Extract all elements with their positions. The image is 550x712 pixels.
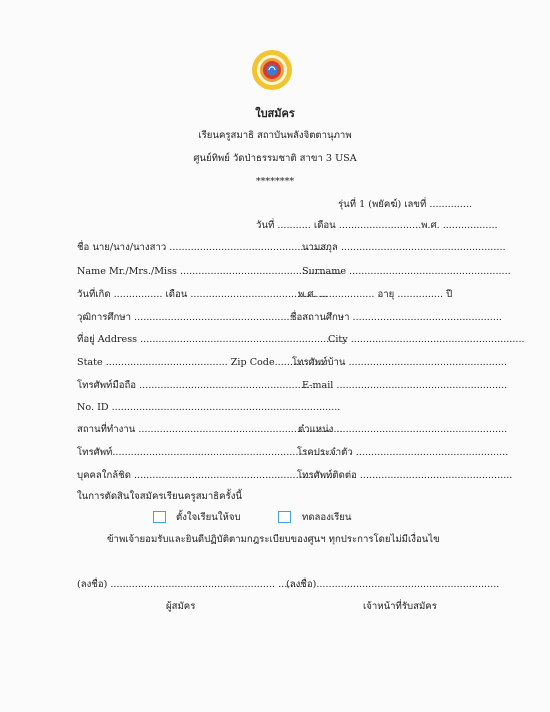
batch-number-field[interactable]: รุ่นที่ 1 (พยัคฆ์) เลขที่ .............. (338, 199, 473, 210)
staff-signature-line[interactable]: (ลงชื่อ)............................................................ (286, 579, 500, 590)
star-separator: ******** (255, 176, 295, 187)
thai-surname-field[interactable]: นามสกุล ...................................................... (302, 242, 506, 253)
email-field[interactable]: E-mail ........................................................ (302, 380, 508, 391)
city-field[interactable]: City ......................................................... (328, 334, 525, 345)
english-surname-field[interactable]: Surname ..................................................... (302, 266, 511, 277)
address-field[interactable]: ที่อยู่ Address .................................................................... (77, 334, 348, 345)
id-number-field[interactable]: No. ID ........................................................................... (77, 402, 341, 413)
mobile-phone-field[interactable]: โทรศัพท์มือถือ .......................................................... (77, 380, 316, 391)
form-subtitle-2: ศูนย์ทิพย์ วัดป่าธรรมชาติ สาขา 3 USA (193, 153, 357, 164)
birth-year-age-field[interactable]: พ.ศ. .................. อายุ ............... ปี (298, 289, 453, 300)
applicant-role-label: ผู้สมัคร (166, 601, 196, 612)
option-complete-label: ตั้งใจเรียนให้จบ (176, 512, 241, 523)
close-contact-field[interactable]: บุคคลใกล้ชิด .................................................................. (77, 470, 336, 481)
thai-name-field[interactable]: ชื่อ นาย/นาง/นางสาว ..................................................... (77, 242, 331, 253)
institute-seal-logo (250, 48, 294, 92)
position-field[interactable]: ตำแหน่ง ........................................................ (298, 424, 508, 435)
application-date-field[interactable]: วันที่ ........... เดือน ...........................พ.ศ. .................. (256, 220, 498, 231)
agreement-statement: ข้าพเจ้ายอมรับและยินดีปฏิบัติตามกฎระเบียบของศูนฯ ทุกประการโดยไม่มีเงื่อนไข (107, 534, 440, 545)
applicant-signature-line[interactable]: (ลงชื่อ) ...................................................... ......... (77, 579, 306, 590)
home-phone-field[interactable]: โทรศัพท์บ้าน .................................................... (292, 357, 508, 368)
form-title: ใบสมัคร (255, 107, 295, 120)
contact-phone-field[interactable]: โทรศัพท์ติดต่อ .................................................. (297, 470, 513, 481)
option-trial-label: ทดลองเรียน (302, 512, 352, 523)
english-name-field[interactable]: Name Mr./Mrs./Miss ..................................................... (77, 266, 342, 277)
chronic-disease-field[interactable]: โรคประจำตัว .................................................. (297, 447, 509, 458)
decision-question: ในการตัดสินใจสมัครเรียนครูสมาธิครั้งนี้ (77, 491, 242, 502)
option-complete-checkbox[interactable] (153, 511, 166, 523)
option-trial-checkbox[interactable] (278, 511, 291, 523)
staff-role-label: เจ้าหน้าที่รับสมัคร (363, 601, 437, 612)
state-zip-field[interactable]: State ........................................ Zip Code................. (77, 357, 327, 368)
birth-date-field[interactable]: วันที่เกิด ................ เดือน ............................................. (77, 289, 328, 300)
phone-field[interactable]: โทรศัพท์.......................................................................... (77, 447, 339, 458)
education-field[interactable]: วุฒิการศึกษา .................................................... (77, 312, 293, 323)
form-subtitle-1: เรียนครูสมาธิ สถาบันพลังจิตตานุภาพ (198, 130, 352, 141)
workplace-field[interactable]: สถานที่ทำงาน ................................................................... (77, 424, 343, 435)
school-name-field[interactable]: ชื่อสถานศึกษา ................................................. (290, 312, 502, 323)
